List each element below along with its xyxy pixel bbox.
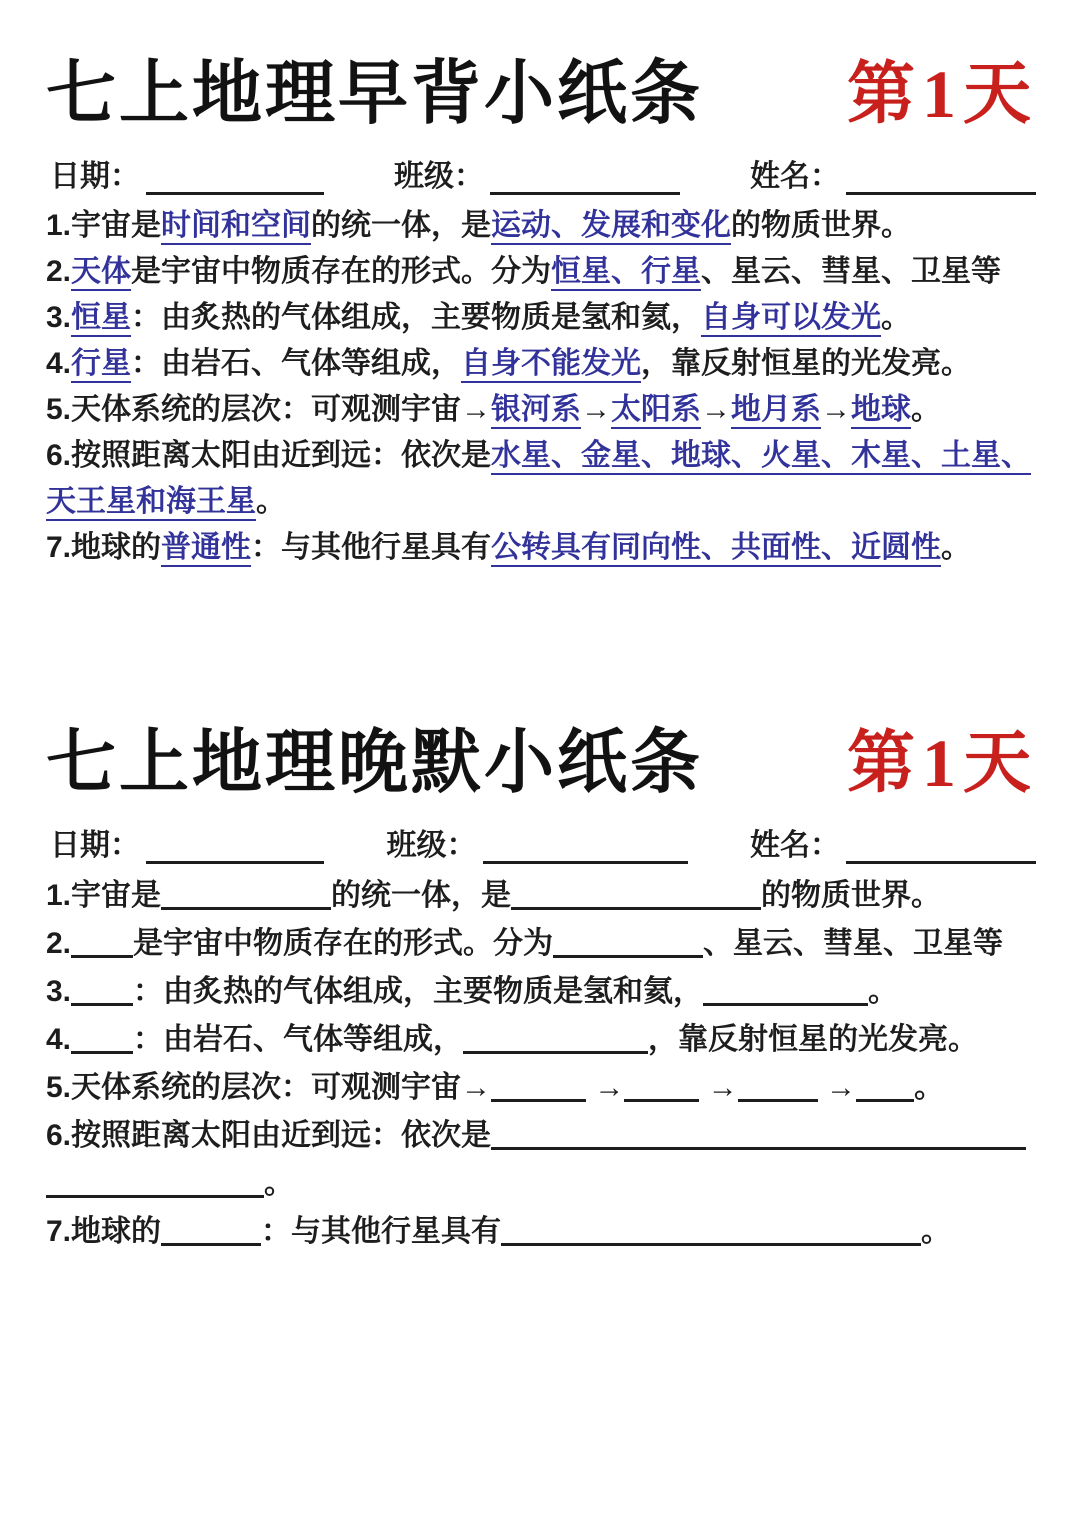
content-line <box>46 525 1046 571</box>
answer-segment: 水星、金星、地球、火星、木星、土星、 <box>491 439 1031 475</box>
text-segment: 。 <box>941 531 972 564</box>
text-segment: 的物质世界。 <box>731 209 912 242</box>
blank-segment <box>71 1021 133 1054</box>
text-segment: 4. <box>46 347 72 380</box>
info-row <box>50 820 1036 864</box>
content-line <box>46 341 1046 387</box>
answer-segment: 银河系 <box>491 393 581 429</box>
content-line <box>46 920 1046 968</box>
text-segment: → <box>586 1071 625 1104</box>
answer-segment: 恒星 <box>71 301 131 337</box>
section-evening-dictation <box>46 709 1046 1256</box>
info-blank <box>483 835 688 864</box>
content-line <box>46 872 1046 920</box>
answer-segment: 运动、发展和变化 <box>491 209 731 245</box>
text-segment: 3. <box>46 301 72 334</box>
content-line <box>46 295 1046 341</box>
answer-segment: 太阳系 <box>611 393 701 429</box>
blank-segment <box>491 1069 586 1102</box>
info-blank <box>846 835 1036 864</box>
text-segment: 2. <box>46 255 72 288</box>
text-segment: 。 <box>921 1215 952 1248</box>
text-segment: 1.宇宙是 <box>46 879 162 912</box>
content-lines <box>46 872 1046 1256</box>
blank-segment <box>46 1165 264 1198</box>
text-segment: → <box>821 393 852 426</box>
blank-segment <box>71 973 133 1006</box>
info-label: 日期： <box>50 160 140 193</box>
text-segment: 3. <box>46 975 72 1008</box>
text-segment: ：与其他行星具有 <box>261 1215 502 1248</box>
blank-segment <box>463 1021 648 1054</box>
info-blank <box>490 166 680 195</box>
blank-segment <box>491 1117 1026 1150</box>
answer-segment: 自身可以发光 <box>701 301 881 337</box>
text-segment: 。 <box>911 393 942 426</box>
text-segment: ，靠反射恒星的光发亮。 <box>648 1023 979 1056</box>
text-segment: 6.按照距离太阳由近到远：依次是 <box>46 1119 492 1152</box>
info-field <box>750 820 1036 864</box>
answer-segment: 地月系 <box>731 393 821 429</box>
text-segment: ：由岩石、气体等组成， <box>131 347 462 380</box>
day-badge: 第1天 <box>846 56 1038 132</box>
blank-segment <box>511 877 761 910</box>
answer-segment: 自身不能发光 <box>461 347 641 383</box>
content-line <box>46 1064 1046 1112</box>
section-morning-recite <box>46 40 1046 571</box>
answer-segment: 恒星、行星 <box>551 255 701 291</box>
blank-segment <box>703 973 868 1006</box>
text-segment: 。 <box>914 1071 945 1104</box>
info-field <box>50 151 324 195</box>
section-title: 七上地理晚默小纸条 <box>46 725 703 802</box>
info-field <box>394 151 680 195</box>
answer-segment: 普通性 <box>161 531 251 567</box>
content-lines <box>46 203 1046 571</box>
content-line <box>46 1112 1046 1160</box>
info-field <box>750 151 1036 195</box>
info-blank <box>146 835 324 864</box>
content-line <box>46 203 1046 249</box>
text-segment: 是宇宙中物质存在的形式。分为 <box>131 255 552 288</box>
text-segment: → <box>581 393 612 426</box>
blank-segment <box>856 1069 914 1102</box>
info-blank <box>846 166 1036 195</box>
content-line <box>46 479 1046 525</box>
title-row <box>46 40 1046 137</box>
text-segment: 7.地球的 <box>46 1215 162 1248</box>
info-label: 姓名： <box>750 160 840 193</box>
info-field <box>387 820 688 864</box>
text-segment: 的统一体，是 <box>311 209 492 242</box>
answer-segment: 地球 <box>851 393 911 429</box>
text-segment: → <box>699 1071 738 1104</box>
content-line <box>46 968 1046 1016</box>
text-segment: 。 <box>868 975 899 1008</box>
blank-segment <box>553 925 703 958</box>
text-segment: 。 <box>256 485 286 518</box>
content-line <box>46 387 1046 433</box>
text-segment: 是宇宙中物质存在的形式。分为 <box>133 927 554 960</box>
blank-segment <box>624 1069 699 1102</box>
text-segment: 、星云、彗星、卫星等 <box>701 255 1002 288</box>
text-segment: ：由炙热的气体组成，主要物质是氢和氦， <box>131 301 702 334</box>
text-segment: ：与其他行星具有 <box>251 531 492 564</box>
text-segment: 7.地球的 <box>46 531 162 564</box>
text-segment: 的统一体，是 <box>331 879 512 912</box>
info-label: 班级： <box>394 160 484 193</box>
text-segment: 。 <box>264 1167 294 1200</box>
day-badge: 第1天 <box>846 725 1038 801</box>
text-segment: ：由岩石、气体等组成， <box>133 1023 464 1056</box>
title-row <box>46 709 1046 806</box>
blank-segment <box>71 925 133 958</box>
text-segment: 2. <box>46 927 72 960</box>
text-segment: 1.宇宙是 <box>46 209 162 242</box>
text-segment: 、星云、彗星、卫星等 <box>703 927 1004 960</box>
content-line <box>46 1160 1046 1208</box>
info-field <box>50 820 324 864</box>
answer-segment: 天王星和海王星 <box>46 485 256 521</box>
info-label: 日期： <box>50 829 140 862</box>
text-segment: 。 <box>881 301 912 334</box>
text-segment: ，靠反射恒星的光发亮。 <box>641 347 972 380</box>
text-segment: 的物质世界。 <box>761 879 942 912</box>
info-label: 姓名： <box>750 829 840 862</box>
answer-segment: 行星 <box>71 347 131 383</box>
answer-segment: 天体 <box>71 255 131 291</box>
text-segment: 5.天体系统的层次：可观测宇宙→ <box>46 393 492 426</box>
section-title: 七上地理早背小纸条 <box>46 56 703 133</box>
info-blank <box>146 166 324 195</box>
content-line <box>46 249 1046 295</box>
text-segment: ：由炙热的气体组成，主要物质是氢和氦， <box>133 975 704 1008</box>
blank-segment <box>501 1213 921 1246</box>
info-label: 班级： <box>386 829 477 862</box>
answer-segment: 时间和空间 <box>161 209 311 245</box>
blank-segment <box>161 1213 261 1246</box>
blank-segment <box>738 1069 818 1102</box>
content-line <box>46 433 1046 479</box>
info-row <box>50 151 1036 195</box>
text-segment: → <box>817 1071 857 1104</box>
text-segment: 4. <box>46 1023 72 1056</box>
blank-segment <box>161 877 331 910</box>
content-line <box>46 1208 1046 1256</box>
text-segment: → <box>701 393 732 426</box>
answer-segment: 公转具有同向性、共面性、近圆性 <box>491 531 941 567</box>
text-segment: 6.按照距离太阳由近到远：依次是 <box>46 439 492 472</box>
text-segment: 5.天体系统的层次：可观测宇宙→ <box>46 1071 492 1104</box>
content-line <box>46 1016 1046 1064</box>
